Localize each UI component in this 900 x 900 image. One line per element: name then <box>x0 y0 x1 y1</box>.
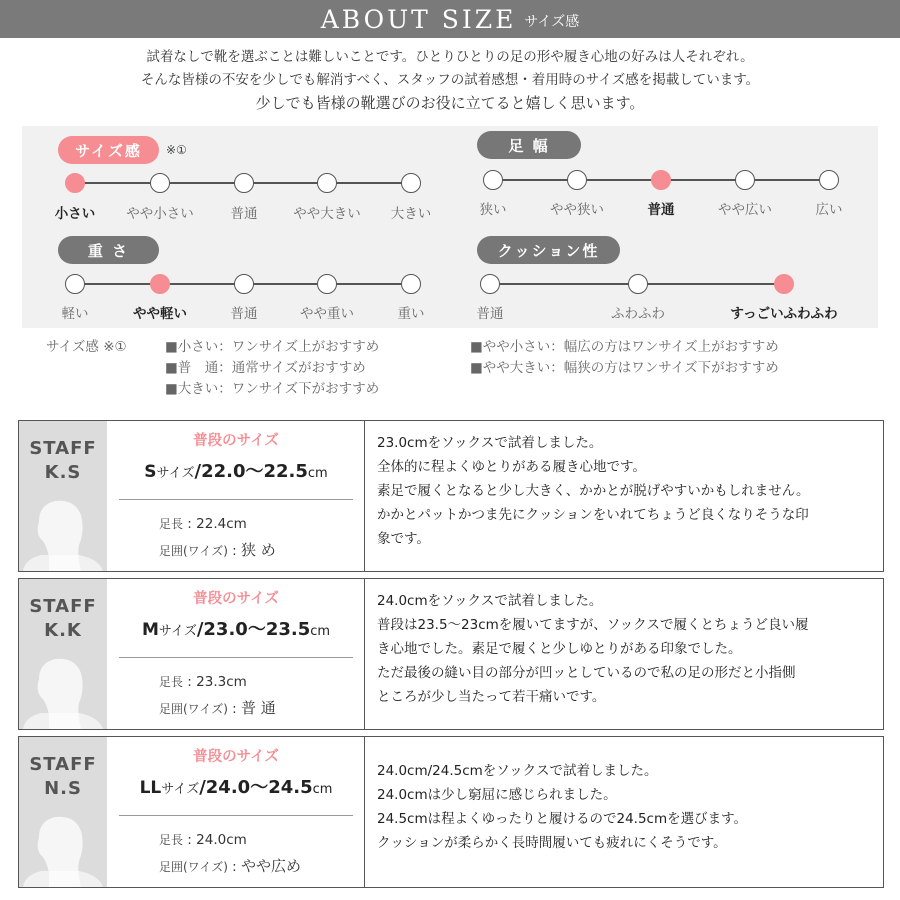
staff-card <box>18 736 884 888</box>
comment-line: ところが少し当たって若干痛いです。 <box>377 689 606 705</box>
width-dot-1 <box>567 170 587 190</box>
weight-dot-3 <box>317 274 337 294</box>
staff-id-panel <box>19 579 107 729</box>
size-unit: cm <box>307 466 328 481</box>
cushion-label-2: すっごいふわふわ <box>730 306 838 322</box>
weight-label-0: 軽い <box>61 306 89 322</box>
staff-comment <box>377 759 873 855</box>
size-word: サイズ <box>161 782 200 797</box>
divider <box>119 499 353 500</box>
comment-line: き心地でした。素足で履くと少しゆとりがある印象でした。 <box>377 641 742 657</box>
comment-line: 23.0cmをソックスで試着しました。 <box>377 435 603 451</box>
size-feel-label-2: 普通 <box>230 206 258 222</box>
foot-width-value: 狭 め <box>241 541 276 559</box>
size-range: /24.0〜24.5 <box>199 777 313 798</box>
foot-length-value: 24.0cm <box>196 832 247 848</box>
cushion-dot-2 <box>774 274 794 294</box>
staff-comment <box>377 431 873 551</box>
width-label-0: 狭い <box>479 202 507 218</box>
foot-length-label: 足長 <box>159 675 184 689</box>
width-dot-2 <box>651 170 671 190</box>
comment-line: かかとパットかつま先にクッションをいれてちょうど良くなりそうな印 <box>377 507 809 523</box>
staff-id-panel <box>19 421 107 571</box>
size-feel-dot-3 <box>317 173 337 193</box>
legend-item: ■小さい：ワンサイズ上がおすすめ <box>165 339 380 355</box>
cushion-dot-0 <box>480 274 500 294</box>
intro-line-1: 試着なしで靴を選ぶことは難しいことです。ひとりひとりの足の形や履き心地の好みは人それぞれ。 <box>146 49 754 65</box>
width-label-4: 広い <box>815 202 843 218</box>
usual-size-value <box>107 615 365 641</box>
comment-line: 象です。 <box>377 531 430 547</box>
size-range: /23.0〜23.5 <box>196 619 311 640</box>
foot-length: 足長 : 22.4cm <box>159 516 247 532</box>
usual-size-column <box>107 737 365 887</box>
header <box>0 0 900 38</box>
size-code: M <box>141 620 159 640</box>
width-label-2: 普通 <box>647 202 675 218</box>
comment-line: 24.5cmは程よくゆったりと履けるので24.5cmを選びます。 <box>377 811 748 827</box>
legend-item: ■やや小さい：幅広の方はワンサイズ上がおすすめ <box>470 339 779 355</box>
size-unit: cm <box>312 782 333 797</box>
usual-size-label: 普段のサイズ <box>193 433 279 449</box>
staff-id-panel <box>19 737 107 887</box>
width-dot-0 <box>483 170 503 190</box>
weight-pill: 重 さ <box>58 236 159 264</box>
width-pill: 足 幅 <box>477 131 581 159</box>
foot-width: 足囲(ワイズ) : 狭 め <box>159 541 276 559</box>
weight-label-3: やや重い <box>300 306 354 322</box>
comment-line: 24.0cmをソックスで試着しました。 <box>377 593 603 609</box>
cushion-label-1: ふわふわ <box>611 306 665 322</box>
weight-label-2: 普通 <box>230 306 258 322</box>
foot-width-label: 足囲(ワイズ) <box>159 544 228 558</box>
size-feel-dot-1 <box>150 173 170 193</box>
divider <box>119 815 353 816</box>
usual-size-column <box>107 579 365 729</box>
legend-item: ■大きい：ワンサイズ下がおすすめ <box>165 381 380 397</box>
foot-length: 足長 : 23.3cm <box>159 674 247 690</box>
weight-dot-2 <box>234 274 254 294</box>
divider <box>119 657 353 658</box>
header-title: ABOUT SIZE <box>320 4 517 34</box>
usual-size-value <box>107 773 365 799</box>
size-feel-label-4: 大きい <box>390 206 432 222</box>
weight-label-4: 重い <box>397 306 425 322</box>
legend-item: ■やや大きい：幅狭の方はワンサイズ下がおすすめ <box>470 360 779 376</box>
weight-dot-0 <box>65 274 85 294</box>
size-feel-pill: サイズ感 <box>58 136 159 164</box>
size-feel-dot-0 <box>65 173 85 193</box>
legend-list-left <box>165 337 379 400</box>
intro-text <box>0 46 900 115</box>
foot-width-label: 足囲(ワイズ) <box>159 702 228 716</box>
staff-initials: N.S <box>44 778 82 799</box>
size-code: S <box>144 462 157 482</box>
comment-line: ただ最後の縫い目の部分が凹ッとしているので私の足の形だと小指側 <box>377 665 796 681</box>
width-dot-4 <box>819 170 839 190</box>
comment-line: 24.0cmは少し窮屈に感じられました。 <box>377 787 617 803</box>
person-silhouette-icon <box>19 777 107 887</box>
cushion-label-0: 普通 <box>476 306 504 322</box>
size-word: サイズ <box>156 466 195 481</box>
usual-size-label: 普段のサイズ <box>193 591 279 607</box>
usual-size-label: 普段のサイズ <box>193 749 279 765</box>
size-feel-label-0: 小さい <box>54 206 96 222</box>
usual-size-column <box>107 421 365 571</box>
header-subtitle: サイズ感 <box>524 14 580 30</box>
foot-width-value: やや広め <box>241 857 302 875</box>
staff-word: STAFF <box>29 438 97 459</box>
size-feel-dot-2 <box>234 173 254 193</box>
foot-width-value: 普 通 <box>241 699 276 717</box>
size-unit: cm <box>310 624 331 639</box>
foot-length-label: 足長 <box>159 517 184 531</box>
foot-length-label: 足長 <box>159 833 184 847</box>
weight-label-1: やや軽い <box>133 306 187 322</box>
foot-width: 足囲(ワイズ) : 普 通 <box>159 699 276 717</box>
comment-line: 普段は23.5〜23cmを履いてますが、ソックスで履くとちょうど良い履 <box>377 617 809 633</box>
size-code: LL <box>139 778 162 798</box>
staff-word: STAFF <box>29 754 97 775</box>
cushion-dot-1 <box>628 274 648 294</box>
comment-line: 24.0cm/24.5cmをソックスで試着しました。 <box>377 763 658 779</box>
legend-list-right <box>470 337 779 379</box>
staff-comment <box>377 589 873 709</box>
size-word: サイズ <box>158 624 197 639</box>
usual-size-value <box>107 457 365 483</box>
staff-initials: K.K <box>44 620 82 641</box>
width-label-1: やや狭い <box>550 202 604 218</box>
foot-width: 足囲(ワイズ) : やや広め <box>159 857 302 875</box>
staff-word: STAFF <box>29 596 97 617</box>
width-label-3: やや広い <box>718 202 772 218</box>
size-feel-note: ※① <box>166 143 187 157</box>
weight-dot-4 <box>401 274 421 294</box>
legend-head: サイズ感 ※① <box>46 339 127 355</box>
size-feel-label-3: やや大きい <box>293 206 361 222</box>
size-range: /22.0〜22.5 <box>194 461 308 482</box>
weight-dot-1 <box>150 274 170 294</box>
size-feel-dot-4 <box>401 173 421 193</box>
person-silhouette-icon <box>19 619 107 729</box>
legend-item: ■普 通：通常サイズがおすすめ <box>165 360 366 376</box>
cushion-pill: クッション性 <box>477 236 620 264</box>
staff-card <box>18 420 884 572</box>
size-feel-label-1: やや小さい <box>126 206 194 222</box>
width-dot-3 <box>735 170 755 190</box>
foot-length: 足長 : 24.0cm <box>159 832 247 848</box>
intro-line-2: そんな皆様の不安を少しでも解消すべく、スタッフの試着感想・着用時のサイズ感を掲載しています。 <box>140 72 760 88</box>
comment-line: クッションが柔らかく長時間履いても疲れにくそうです。 <box>377 835 727 851</box>
comment-line: 全体的に程よくゆとりがある履き心地です。 <box>377 459 646 475</box>
staff-card <box>18 578 884 730</box>
foot-length-value: 22.4cm <box>196 516 247 532</box>
intro-line-3: 少しでも皆様の靴選びのお役に立てると嬉しく思います。 <box>255 94 645 112</box>
person-silhouette-icon <box>19 461 107 571</box>
foot-width-label: 足囲(ワイズ) <box>159 860 228 874</box>
foot-length-value: 23.3cm <box>196 674 247 690</box>
comment-line: 素足で履くとなると少し大きく、かかとが脱げやすいかもしれません。 <box>377 483 810 499</box>
staff-initials: K.S <box>44 462 82 483</box>
